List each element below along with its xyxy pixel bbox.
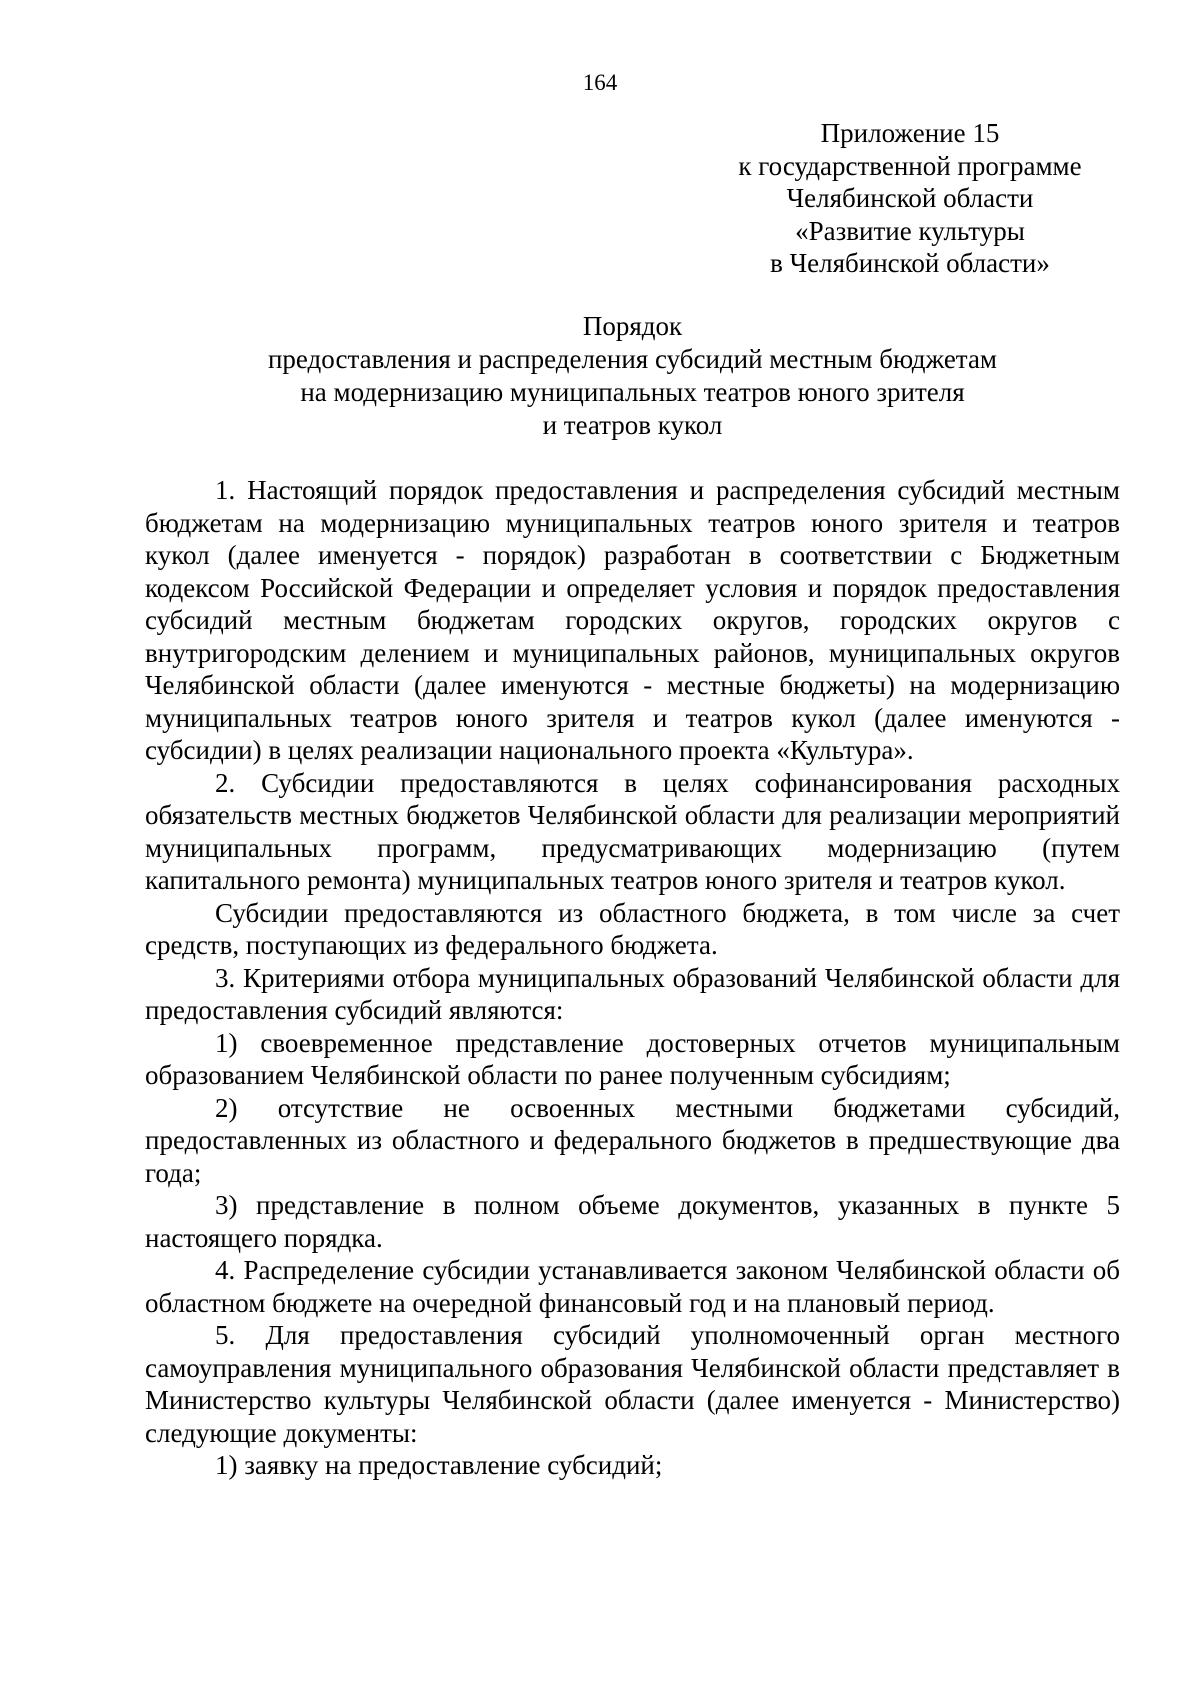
title-line: и театров кукол	[542, 410, 723, 440]
appendix-line: Приложение 15	[820, 118, 1000, 148]
criterion-1: 1) своевременное представление достоверных отчетов муниципальным образованием Челябинской области по ранее полученным субсидиям;	[145, 1027, 1120, 1090]
criterion-3: 3) представление в полном объеме документов, указанных в пункте 5 настоящего порядка.	[145, 1190, 1120, 1253]
document-body	[145, 474, 1120, 1482]
paragraph-1: 1. Настоящий порядок предоставления и распределения субсидий местным бюджетам на модернизацию муниципальных театров юного зрителя и театров кукол (далее именуется - порядок) разработан в соответствии с Бюджетным кодексом Российской Федерации и определяет условия и порядок предоставления субсидий местным бюджетам городских округов, городских округов с внутригородским делением и муниципальных районов, муниципальных округов Челябинской области (далее именуются - местные бюджеты) на модернизацию муниципальных театров юного зрителя и театров кукол (далее именуются - субсидии) в целях реализации национального проекта «Культура».	[145, 475, 1120, 765]
appendix-line: Челябинской области	[786, 183, 1034, 213]
title-line: на модернизацию муниципальных театров юного зрителя	[300, 377, 965, 407]
title-line: Порядок	[582, 311, 683, 341]
paragraph-5: 5. Для предоставления субсидий уполномоченный орган местного самоуправления муниципального образования Челябинской области представляет в Министерство культуры Челябинской области (далее именуется - Министерство) следующие документы:	[145, 1320, 1120, 1448]
appendix-line: «Развитие культуры	[795, 215, 1025, 246]
appendix-header	[700, 117, 1120, 280]
appendix-line: к государственной программе	[738, 150, 1082, 181]
criterion-2: 2) отсутствие не освоенных местными бюджетами субсидий, предоставленных из областного и федерального бюджетов в предшествующие два года;	[145, 1092, 1120, 1188]
title-line: предоставления и распределения субсидий местным бюджетам	[267, 344, 998, 374]
paragraph-2-continuation: Субсидии предоставляются из областного бюджета, в том числе за счет средств, поступающих из федерального бюджета.	[145, 897, 1120, 960]
paragraph-4: 4. Распределение субсидии устанавливается законом Челябинской области об областном бюджете на очередной финансовый год и на плановый период.	[145, 1255, 1120, 1318]
document-item-1: 1) заявку на предоставление субсидий;	[215, 1450, 663, 1480]
paragraph-3: 3. Критериями отбора муниципальных образований Челябинской области для предоставления субсидий являются:	[145, 962, 1120, 1025]
paragraph-2: 2. Субсидии предоставляются в целях софинансирования расходных обязательств местных бюджетов Челябинской области для реализации мероприятий муниципальных программ, предусматривающих модернизацию (путем капитального ремонта) муниципальных театров юного зрителя и театров кукол.	[145, 767, 1120, 895]
appendix-line: в Челябинской области»	[770, 248, 1050, 278]
document-title	[145, 310, 1120, 442]
page-number: 164	[582, 70, 618, 95]
